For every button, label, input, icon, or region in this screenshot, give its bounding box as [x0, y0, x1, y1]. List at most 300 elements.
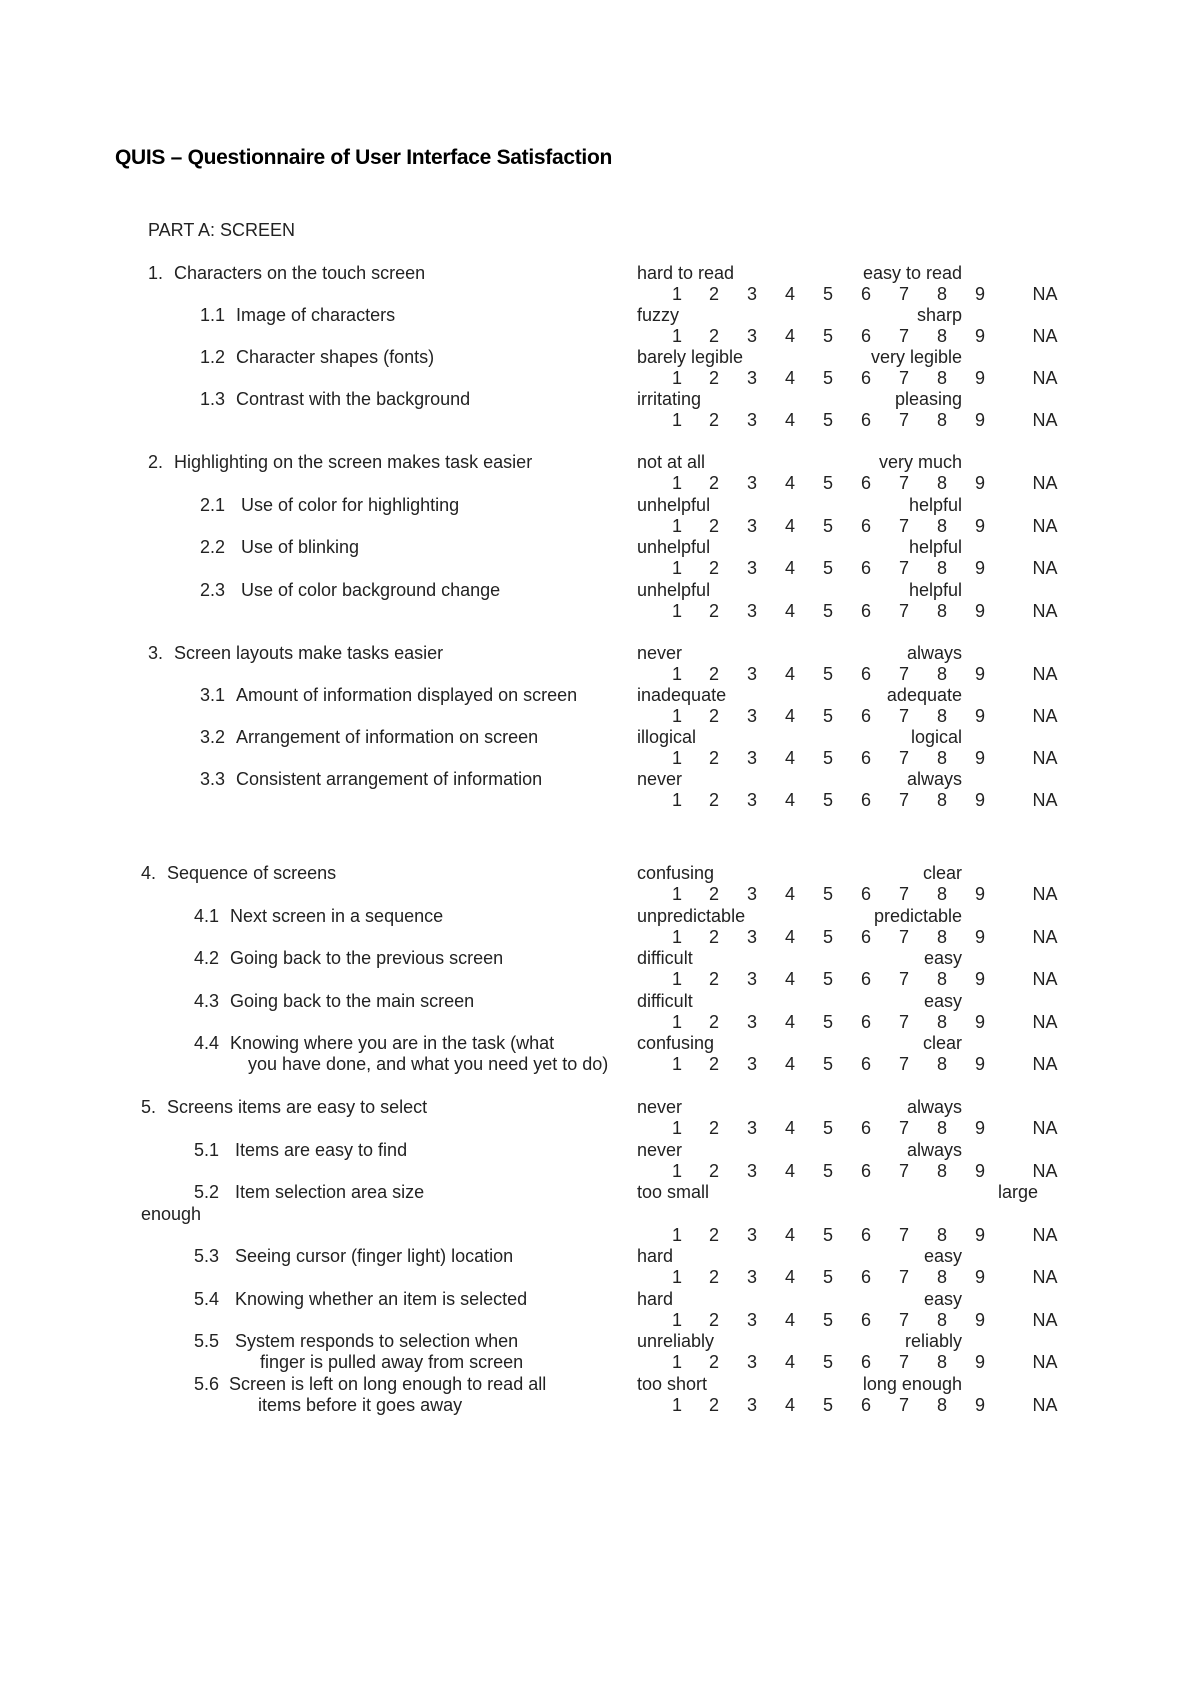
rating-option-4[interactable]: 4: [784, 516, 795, 536]
rating-option-na[interactable]: NA: [1032, 1395, 1058, 1415]
scale-high-anchor: large: [998, 1182, 1039, 1202]
rating-option-na[interactable]: NA: [1032, 927, 1058, 947]
rating-option-7[interactable]: 7: [898, 1267, 909, 1287]
rating-option-2[interactable]: 2: [708, 1054, 719, 1074]
rating-option-4[interactable]: 4: [784, 1161, 795, 1181]
rating-option-8[interactable]: 8: [936, 664, 947, 684]
rating-option-5[interactable]: 5: [822, 969, 833, 989]
item-label: Items are easy to find: [235, 1140, 408, 1160]
rating-option-9[interactable]: 9: [974, 927, 985, 947]
rating-option-3[interactable]: 3: [746, 790, 757, 810]
rating-option-5[interactable]: 5: [822, 601, 833, 621]
rating-option-4[interactable]: 4: [784, 368, 795, 388]
rating-option-8[interactable]: 8: [936, 1012, 947, 1032]
rating-option-2[interactable]: 2: [708, 1161, 719, 1181]
rating-option-na[interactable]: NA: [1032, 664, 1058, 684]
rating-option-7[interactable]: 7: [898, 664, 909, 684]
rating-option-5[interactable]: 5: [822, 516, 833, 536]
scale-high-anchor: reliably: [904, 1331, 962, 1351]
scale-high-anchor: always: [906, 769, 962, 789]
rating-option-1[interactable]: 1: [671, 558, 682, 578]
rating-option-7[interactable]: 7: [898, 1395, 909, 1415]
scale-low-anchor: unpredictable: [637, 906, 746, 926]
rating-option-1[interactable]: 1: [671, 1352, 682, 1372]
rating-option-3[interactable]: 3: [746, 884, 757, 904]
rating-option-na[interactable]: NA: [1032, 1012, 1058, 1032]
rating-option-4[interactable]: 4: [784, 969, 795, 989]
rating-option-5[interactable]: 5: [822, 368, 833, 388]
rating-option-6[interactable]: 6: [860, 706, 871, 726]
item-label: Use of color background change: [241, 580, 501, 600]
rating-option-2[interactable]: 2: [708, 1118, 719, 1138]
rating-option-7[interactable]: 7: [898, 1161, 909, 1181]
scale-high-anchor: pleasing: [894, 389, 962, 409]
rating-option-4[interactable]: 4: [784, 748, 795, 768]
rating-option-1[interactable]: 1: [671, 1012, 682, 1032]
rating-option-3[interactable]: 3: [746, 1012, 757, 1032]
rating-option-na[interactable]: NA: [1032, 748, 1058, 768]
rating-option-na[interactable]: NA: [1032, 601, 1058, 621]
rating-option-3[interactable]: 3: [746, 473, 757, 493]
scale-high-anchor: always: [906, 1140, 962, 1160]
rating-option-1[interactable]: 1: [671, 884, 682, 904]
rating-option-6[interactable]: 6: [860, 969, 871, 989]
rating-option-1[interactable]: 1: [671, 969, 682, 989]
rating-option-7[interactable]: 7: [898, 1054, 909, 1074]
rating-option-5[interactable]: 5: [822, 1118, 833, 1138]
rating-option-9[interactable]: 9: [974, 1352, 985, 1372]
rating-option-4[interactable]: 4: [784, 884, 795, 904]
rating-option-8[interactable]: 8: [936, 473, 947, 493]
rating-option-6[interactable]: 6: [860, 284, 871, 304]
rating-option-3[interactable]: 3: [746, 1225, 757, 1245]
rating-option-8[interactable]: 8: [936, 601, 947, 621]
rating-option-3[interactable]: 3: [746, 1118, 757, 1138]
rating-option-5[interactable]: 5: [822, 284, 833, 304]
rating-option-9[interactable]: 9: [974, 284, 985, 304]
rating-option-5[interactable]: 5: [822, 706, 833, 726]
rating-option-8[interactable]: 8: [936, 516, 947, 536]
rating-option-9[interactable]: 9: [974, 558, 985, 578]
item-label-continued: finger is pulled away from screen: [260, 1352, 524, 1372]
rating-option-3[interactable]: 3: [746, 927, 757, 947]
item-label: Contrast with the background: [236, 389, 471, 409]
rating-option-na[interactable]: NA: [1032, 1310, 1058, 1330]
item-number: 5.2: [194, 1182, 220, 1202]
rating-option-2[interactable]: 2: [708, 1267, 719, 1287]
item-label: Arrangement of information on screen: [236, 727, 539, 747]
rating-option-9[interactable]: 9: [974, 516, 985, 536]
rating-option-2[interactable]: 2: [708, 558, 719, 578]
rating-option-9[interactable]: 9: [974, 326, 985, 346]
item-label-continued: you have done, and what you need yet to do): [248, 1054, 609, 1074]
rating-option-9[interactable]: 9: [974, 884, 985, 904]
rating-option-9[interactable]: 9: [974, 1310, 985, 1330]
rating-option-7[interactable]: 7: [898, 410, 909, 430]
rating-option-9[interactable]: 9: [974, 664, 985, 684]
rating-option-2[interactable]: 2: [708, 1310, 719, 1330]
rating-option-8[interactable]: 8: [936, 1161, 947, 1181]
rating-option-2[interactable]: 2: [708, 748, 719, 768]
item-label: Screen is left on long enough to read all: [229, 1374, 547, 1394]
rating-option-na[interactable]: NA: [1032, 969, 1058, 989]
item-number: 1.: [148, 263, 164, 283]
scale-high-anchor: clear: [922, 1033, 962, 1053]
rating-option-8[interactable]: 8: [936, 1118, 947, 1138]
rating-option-1[interactable]: 1: [671, 516, 682, 536]
rating-option-1[interactable]: 1: [671, 1310, 682, 1330]
rating-option-8[interactable]: 8: [936, 1352, 947, 1372]
rating-option-1[interactable]: 1: [671, 410, 682, 430]
rating-option-4[interactable]: 4: [784, 558, 795, 578]
item-label: Character shapes (fonts): [236, 347, 435, 367]
rating-option-na[interactable]: NA: [1032, 368, 1058, 388]
scale-low-anchor: difficult: [637, 948, 693, 968]
rating-option-7[interactable]: 7: [898, 284, 909, 304]
rating-option-8[interactable]: 8: [936, 1054, 947, 1074]
rating-option-4[interactable]: 4: [784, 1054, 795, 1074]
item-number: 4.1: [194, 906, 220, 926]
rating-option-5[interactable]: 5: [822, 1352, 833, 1372]
item-label: Use of blinking: [241, 537, 360, 557]
rating-option-7[interactable]: 7: [898, 601, 909, 621]
rating-option-5[interactable]: 5: [822, 1310, 833, 1330]
rating-option-6[interactable]: 6: [860, 516, 871, 536]
scale-high-anchor: very legible: [870, 347, 962, 367]
rating-option-1[interactable]: 1: [671, 1161, 682, 1181]
item-label: Going back to the main screen: [230, 991, 475, 1011]
rating-option-5[interactable]: 5: [822, 1395, 833, 1415]
rating-option-6[interactable]: 6: [860, 326, 871, 346]
rating-option-9[interactable]: 9: [974, 1012, 985, 1032]
rating-option-7[interactable]: 7: [898, 969, 909, 989]
rating-option-3[interactable]: 3: [746, 516, 757, 536]
rating-option-9[interactable]: 9: [974, 969, 985, 989]
rating-option-6[interactable]: 6: [860, 927, 871, 947]
rating-option-na[interactable]: NA: [1032, 558, 1058, 578]
item-label: Screen layouts make tasks easier: [174, 643, 444, 663]
rating-option-1[interactable]: 1: [671, 927, 682, 947]
rating-option-na[interactable]: NA: [1032, 884, 1058, 904]
item-number: 1.1: [200, 305, 226, 325]
scale-low-anchor: barely legible: [637, 347, 744, 367]
rating-option-7[interactable]: 7: [898, 473, 909, 493]
rating-option-4[interactable]: 4: [784, 790, 795, 810]
item-number: 4.4: [194, 1033, 220, 1053]
rating-option-1[interactable]: 1: [671, 1267, 682, 1287]
rating-option-6[interactable]: 6: [860, 884, 871, 904]
rating-option-1[interactable]: 1: [671, 1054, 682, 1074]
rating-option-5[interactable]: 5: [822, 884, 833, 904]
scale-low-anchor: irritating: [637, 389, 702, 409]
rating-option-4[interactable]: 4: [784, 284, 795, 304]
scale-low-anchor: hard: [637, 1246, 674, 1266]
rating-option-6[interactable]: 6: [860, 1395, 871, 1415]
rating-option-9[interactable]: 9: [974, 1118, 985, 1138]
rating-option-8[interactable]: 8: [936, 706, 947, 726]
scale-low-anchor: too small: [637, 1182, 710, 1202]
rating-option-na[interactable]: NA: [1032, 326, 1058, 346]
rating-option-8[interactable]: 8: [936, 969, 947, 989]
rating-option-2[interactable]: 2: [708, 601, 719, 621]
rating-option-5[interactable]: 5: [822, 1054, 833, 1074]
item-number: 5.1: [194, 1140, 220, 1160]
rating-option-1[interactable]: 1: [671, 1225, 682, 1245]
rating-option-8[interactable]: 8: [936, 1225, 947, 1245]
rating-option-7[interactable]: 7: [898, 368, 909, 388]
item-label: Consistent arrangement of information: [236, 769, 543, 789]
item-label-continued: enough: [141, 1204, 202, 1224]
rating-option-9[interactable]: 9: [974, 706, 985, 726]
rating-option-5[interactable]: 5: [822, 1225, 833, 1245]
scale-low-anchor: hard: [637, 1289, 674, 1309]
scale-low-anchor: hard to read: [637, 263, 735, 283]
rating-option-6[interactable]: 6: [860, 368, 871, 388]
rating-option-6[interactable]: 6: [860, 1161, 871, 1181]
rating-option-na[interactable]: NA: [1032, 1352, 1058, 1372]
rating-option-6[interactable]: 6: [860, 410, 871, 430]
rating-option-3[interactable]: 3: [746, 284, 757, 304]
rating-option-6[interactable]: 6: [860, 1054, 871, 1074]
rating-option-na[interactable]: NA: [1032, 410, 1058, 430]
rating-option-6[interactable]: 6: [860, 1225, 871, 1245]
rating-option-na[interactable]: NA: [1032, 706, 1058, 726]
rating-option-3[interactable]: 3: [746, 1395, 757, 1415]
rating-option-8[interactable]: 8: [936, 368, 947, 388]
rating-option-na[interactable]: NA: [1032, 1161, 1058, 1181]
item-label: Screens items are easy to select: [167, 1097, 428, 1117]
rating-option-6[interactable]: 6: [860, 1012, 871, 1032]
rating-option-3[interactable]: 3: [746, 410, 757, 430]
rating-option-2[interactable]: 2: [708, 1225, 719, 1245]
rating-option-9[interactable]: 9: [974, 1395, 985, 1415]
rating-option-1[interactable]: 1: [671, 664, 682, 684]
rating-option-5[interactable]: 5: [822, 558, 833, 578]
rating-option-7[interactable]: 7: [898, 1012, 909, 1032]
scale-low-anchor: never: [637, 1097, 683, 1117]
scale-low-anchor: confusing: [637, 1033, 715, 1053]
rating-option-7[interactable]: 7: [898, 706, 909, 726]
scale-high-anchor: easy: [923, 1246, 962, 1266]
rating-option-9[interactable]: 9: [974, 1161, 985, 1181]
rating-option-7[interactable]: 7: [898, 1310, 909, 1330]
rating-option-8[interactable]: 8: [936, 1310, 947, 1330]
rating-option-7[interactable]: 7: [898, 1225, 909, 1245]
rating-option-1[interactable]: 1: [671, 284, 682, 304]
rating-option-5[interactable]: 5: [822, 664, 833, 684]
scale-low-anchor: never: [637, 1140, 683, 1160]
item-number: 5.3: [194, 1246, 220, 1266]
rating-option-6[interactable]: 6: [860, 1352, 871, 1372]
rating-option-8[interactable]: 8: [936, 748, 947, 768]
rating-option-1[interactable]: 1: [671, 790, 682, 810]
rating-option-4[interactable]: 4: [784, 1352, 795, 1372]
rating-option-4[interactable]: 4: [784, 410, 795, 430]
rating-option-6[interactable]: 6: [860, 558, 871, 578]
rating-option-na[interactable]: NA: [1032, 1118, 1058, 1138]
rating-option-na[interactable]: NA: [1032, 473, 1058, 493]
rating-option-7[interactable]: 7: [898, 884, 909, 904]
rating-option-2[interactable]: 2: [708, 664, 719, 684]
rating-option-3[interactable]: 3: [746, 1161, 757, 1181]
rating-option-6[interactable]: 6: [860, 664, 871, 684]
rating-option-2[interactable]: 2: [708, 1395, 719, 1415]
rating-option-1[interactable]: 1: [671, 748, 682, 768]
rating-option-7[interactable]: 7: [898, 1118, 909, 1138]
rating-option-5[interactable]: 5: [822, 410, 833, 430]
rating-option-2[interactable]: 2: [708, 368, 719, 388]
rating-option-2[interactable]: 2: [708, 516, 719, 536]
rating-option-2[interactable]: 2: [708, 969, 719, 989]
scale-high-anchor: sharp: [916, 305, 962, 325]
rating-option-8[interactable]: 8: [936, 927, 947, 947]
rating-option-9[interactable]: 9: [974, 748, 985, 768]
rating-option-na[interactable]: NA: [1032, 790, 1058, 810]
rating-option-4[interactable]: 4: [784, 1225, 795, 1245]
rating-option-3[interactable]: 3: [746, 1054, 757, 1074]
rating-option-na[interactable]: NA: [1032, 516, 1058, 536]
rating-option-1[interactable]: 1: [671, 368, 682, 388]
rating-option-2[interactable]: 2: [708, 473, 719, 493]
rating-option-4[interactable]: 4: [784, 664, 795, 684]
part-heading: PART A: SCREEN: [148, 220, 296, 240]
rating-option-4[interactable]: 4: [784, 1310, 795, 1330]
rating-option-9[interactable]: 9: [974, 790, 985, 810]
rating-option-8[interactable]: 8: [936, 284, 947, 304]
rating-option-6[interactable]: 6: [860, 473, 871, 493]
rating-option-9[interactable]: 9: [974, 1267, 985, 1287]
rating-option-2[interactable]: 2: [708, 1012, 719, 1032]
rating-option-6[interactable]: 6: [860, 1118, 871, 1138]
rating-option-4[interactable]: 4: [784, 326, 795, 346]
rating-option-8[interactable]: 8: [936, 884, 947, 904]
rating-option-3[interactable]: 3: [746, 1310, 757, 1330]
rating-option-5[interactable]: 5: [822, 1267, 833, 1287]
scale-high-anchor: easy: [923, 991, 962, 1011]
rating-option-3[interactable]: 3: [746, 706, 757, 726]
rating-option-1[interactable]: 1: [671, 706, 682, 726]
rating-option-2[interactable]: 2: [708, 410, 719, 430]
rating-option-1[interactable]: 1: [671, 601, 682, 621]
scale-high-anchor: easy: [923, 1289, 962, 1309]
rating-option-3[interactable]: 3: [746, 558, 757, 578]
rating-option-2[interactable]: 2: [708, 284, 719, 304]
rating-option-2[interactable]: 2: [708, 927, 719, 947]
scale-low-anchor: fuzzy: [637, 305, 680, 325]
rating-option-2[interactable]: 2: [708, 884, 719, 904]
rating-option-7[interactable]: 7: [898, 1352, 909, 1372]
rating-option-8[interactable]: 8: [936, 1267, 947, 1287]
scale-high-anchor: easy: [923, 948, 962, 968]
rating-option-5[interactable]: 5: [822, 473, 833, 493]
rating-option-na[interactable]: NA: [1032, 1054, 1058, 1074]
rating-option-2[interactable]: 2: [708, 706, 719, 726]
rating-option-6[interactable]: 6: [860, 1267, 871, 1287]
rating-option-6[interactable]: 6: [860, 1310, 871, 1330]
rating-option-3[interactable]: 3: [746, 601, 757, 621]
rating-option-9[interactable]: 9: [974, 410, 985, 430]
rating-option-6[interactable]: 6: [860, 748, 871, 768]
rating-option-na[interactable]: NA: [1032, 284, 1058, 304]
rating-option-5[interactable]: 5: [822, 1161, 833, 1181]
rating-option-7[interactable]: 7: [898, 927, 909, 947]
rating-option-8[interactable]: 8: [936, 410, 947, 430]
item-number: 4.3: [194, 991, 220, 1011]
rating-option-3[interactable]: 3: [746, 1267, 757, 1287]
scale-low-anchor: confusing: [637, 863, 715, 883]
scale-high-anchor: predictable: [873, 906, 962, 926]
rating-option-5[interactable]: 5: [822, 748, 833, 768]
rating-option-8[interactable]: 8: [936, 558, 947, 578]
rating-option-3[interactable]: 3: [746, 748, 757, 768]
rating-option-8[interactable]: 8: [936, 326, 947, 346]
rating-option-4[interactable]: 4: [784, 1395, 795, 1415]
rating-option-2[interactable]: 2: [708, 326, 719, 346]
scale-low-anchor: unhelpful: [637, 537, 711, 557]
rating-option-4[interactable]: 4: [784, 601, 795, 621]
rating-option-8[interactable]: 8: [936, 1395, 947, 1415]
rating-option-2[interactable]: 2: [708, 1352, 719, 1372]
rating-option-8[interactable]: 8: [936, 790, 947, 810]
rating-option-9[interactable]: 9: [974, 368, 985, 388]
item-label: Seeing cursor (finger light) location: [235, 1246, 514, 1266]
rating-option-5[interactable]: 5: [822, 927, 833, 947]
rating-option-1[interactable]: 1: [671, 1395, 682, 1415]
scale-low-anchor: never: [637, 769, 683, 789]
page-title: QUIS – Questionnaire of User Interface Satisfaction: [115, 146, 613, 169]
rating-option-9[interactable]: 9: [974, 1054, 985, 1074]
item-label: Amount of information displayed on screen: [236, 685, 578, 705]
item-number: 5.6: [194, 1374, 220, 1394]
rating-option-3[interactable]: 3: [746, 664, 757, 684]
rating-option-4[interactable]: 4: [784, 1267, 795, 1287]
rating-option-4[interactable]: 4: [784, 1118, 795, 1138]
rating-option-5[interactable]: 5: [822, 790, 833, 810]
rating-option-6[interactable]: 6: [860, 601, 871, 621]
rating-option-7[interactable]: 7: [898, 326, 909, 346]
rating-option-5[interactable]: 5: [822, 326, 833, 346]
item-label: Image of characters: [236, 305, 396, 325]
rating-option-7[interactable]: 7: [898, 558, 909, 578]
rating-option-na[interactable]: NA: [1032, 1225, 1058, 1245]
rating-option-4[interactable]: 4: [784, 706, 795, 726]
rating-option-1[interactable]: 1: [671, 1118, 682, 1138]
rating-option-3[interactable]: 3: [746, 326, 757, 346]
rating-option-2[interactable]: 2: [708, 790, 719, 810]
rating-option-9[interactable]: 9: [974, 473, 985, 493]
rating-option-9[interactable]: 9: [974, 601, 985, 621]
item-label: System responds to selection when: [235, 1331, 519, 1351]
rating-option-3[interactable]: 3: [746, 969, 757, 989]
rating-option-4[interactable]: 4: [784, 473, 795, 493]
rating-option-6[interactable]: 6: [860, 790, 871, 810]
rating-option-7[interactable]: 7: [898, 790, 909, 810]
rating-option-5[interactable]: 5: [822, 1012, 833, 1032]
rating-option-4[interactable]: 4: [784, 1012, 795, 1032]
rating-option-7[interactable]: 7: [898, 748, 909, 768]
rating-option-4[interactable]: 4: [784, 927, 795, 947]
scale-low-anchor: illogical: [637, 727, 697, 747]
rating-option-1[interactable]: 1: [671, 326, 682, 346]
rating-option-1[interactable]: 1: [671, 473, 682, 493]
rating-option-3[interactable]: 3: [746, 1352, 757, 1372]
rating-option-3[interactable]: 3: [746, 368, 757, 388]
rating-option-9[interactable]: 9: [974, 1225, 985, 1245]
rating-option-7[interactable]: 7: [898, 516, 909, 536]
rating-option-na[interactable]: NA: [1032, 1267, 1058, 1287]
item-number: 2.: [148, 452, 164, 472]
item-number: 1.2: [200, 347, 226, 367]
